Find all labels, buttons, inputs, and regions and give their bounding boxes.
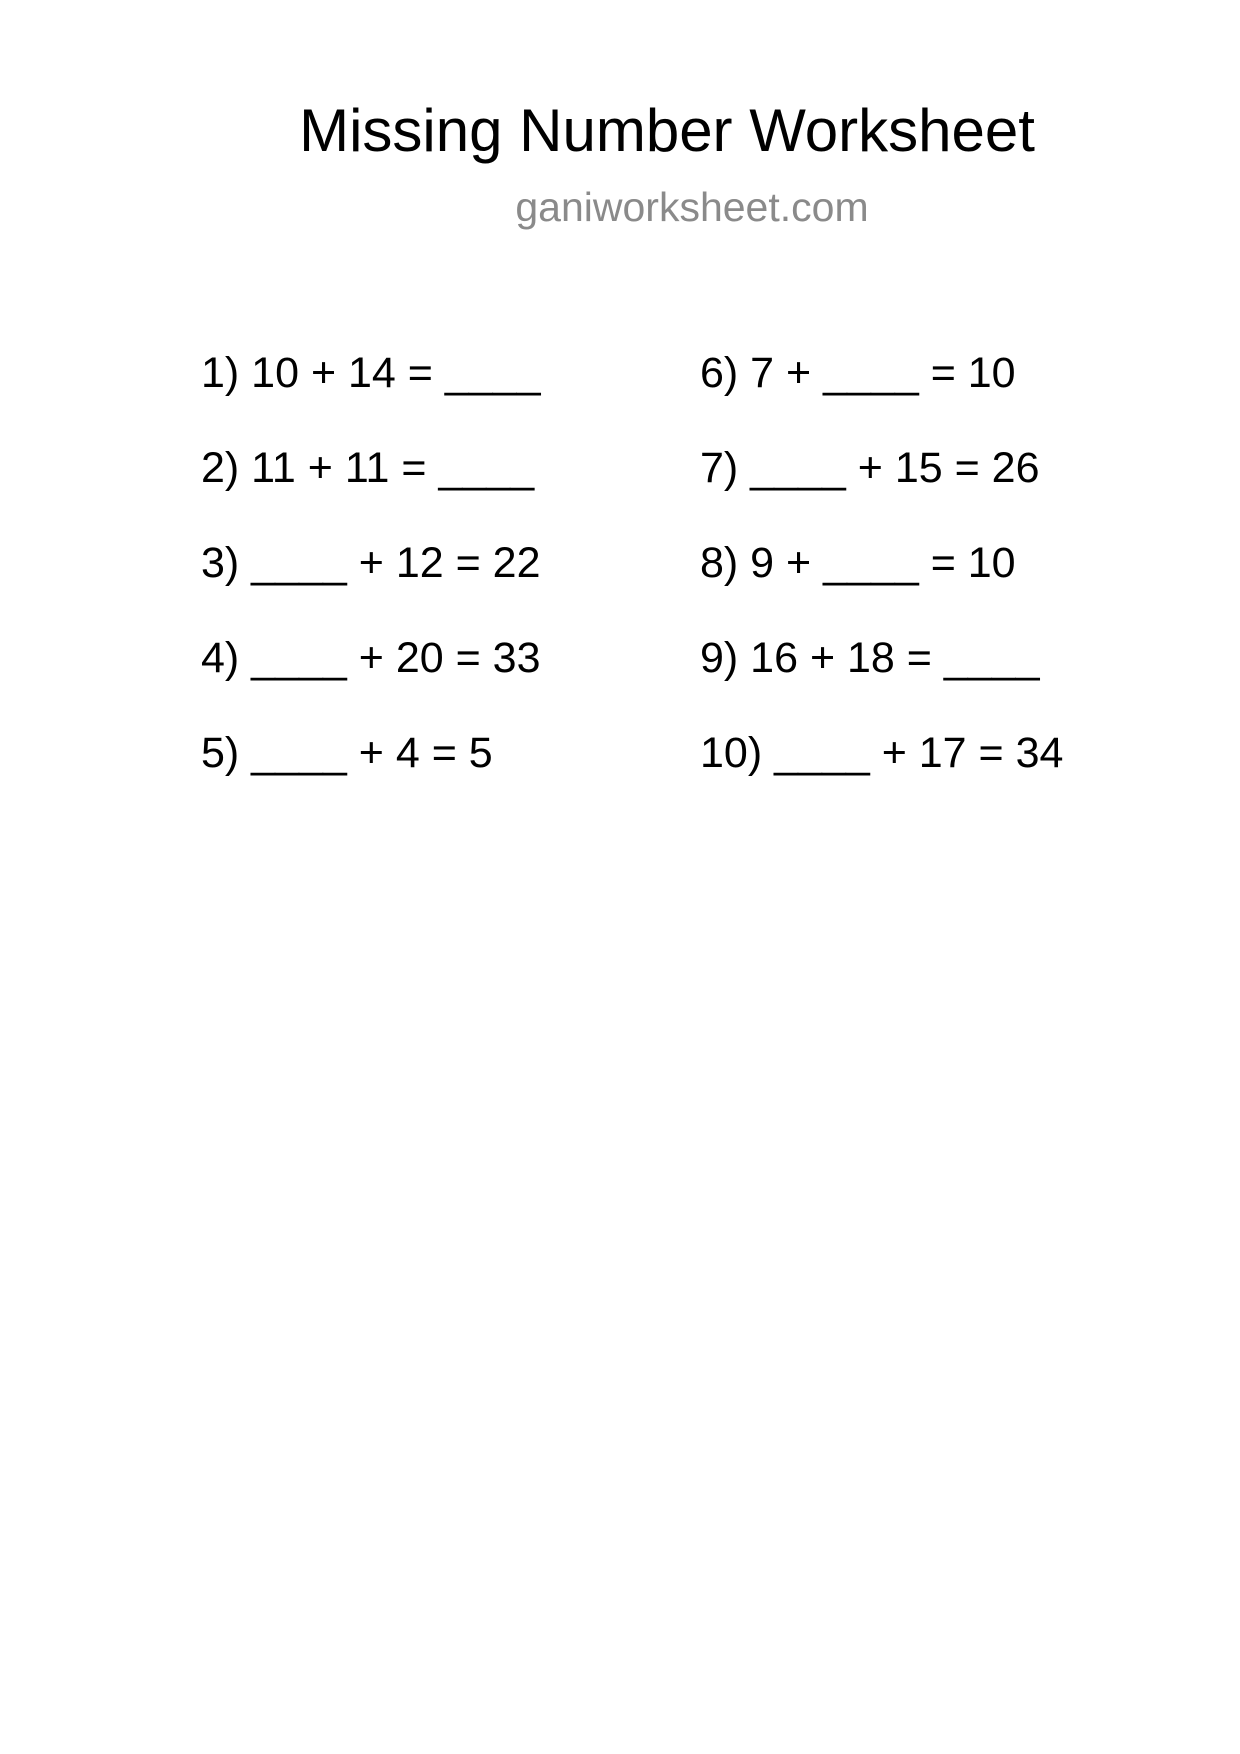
problem-7: 7) ____ + 15 = 26 — [700, 444, 1040, 492]
problem-4: 4) ____ + 20 = 33 — [201, 634, 541, 682]
problem-3: 3) ____ + 12 = 22 — [201, 539, 541, 587]
worksheet-title: Missing Number Worksheet — [299, 97, 1035, 164]
problem-1: 1) 10 + 14 = ____ — [201, 349, 541, 397]
problem-10: 10) ____ + 17 = 34 — [700, 729, 1064, 777]
problem-2: 2) 11 + 11 = ____ — [201, 444, 535, 492]
problems-right-column — [700, 347, 1063, 822]
problem-8: 8) 9 + ____ = 10 — [700, 539, 1016, 587]
website-label: ganiworksheet.com — [515, 184, 869, 230]
problem-9: 9) 16 + 18 = ____ — [700, 634, 1040, 682]
problems-left-column — [201, 347, 541, 822]
problem-6: 6) 7 + ____ = 10 — [700, 349, 1016, 397]
problem-5: 5) ____ + 4 = 5 — [201, 729, 493, 777]
